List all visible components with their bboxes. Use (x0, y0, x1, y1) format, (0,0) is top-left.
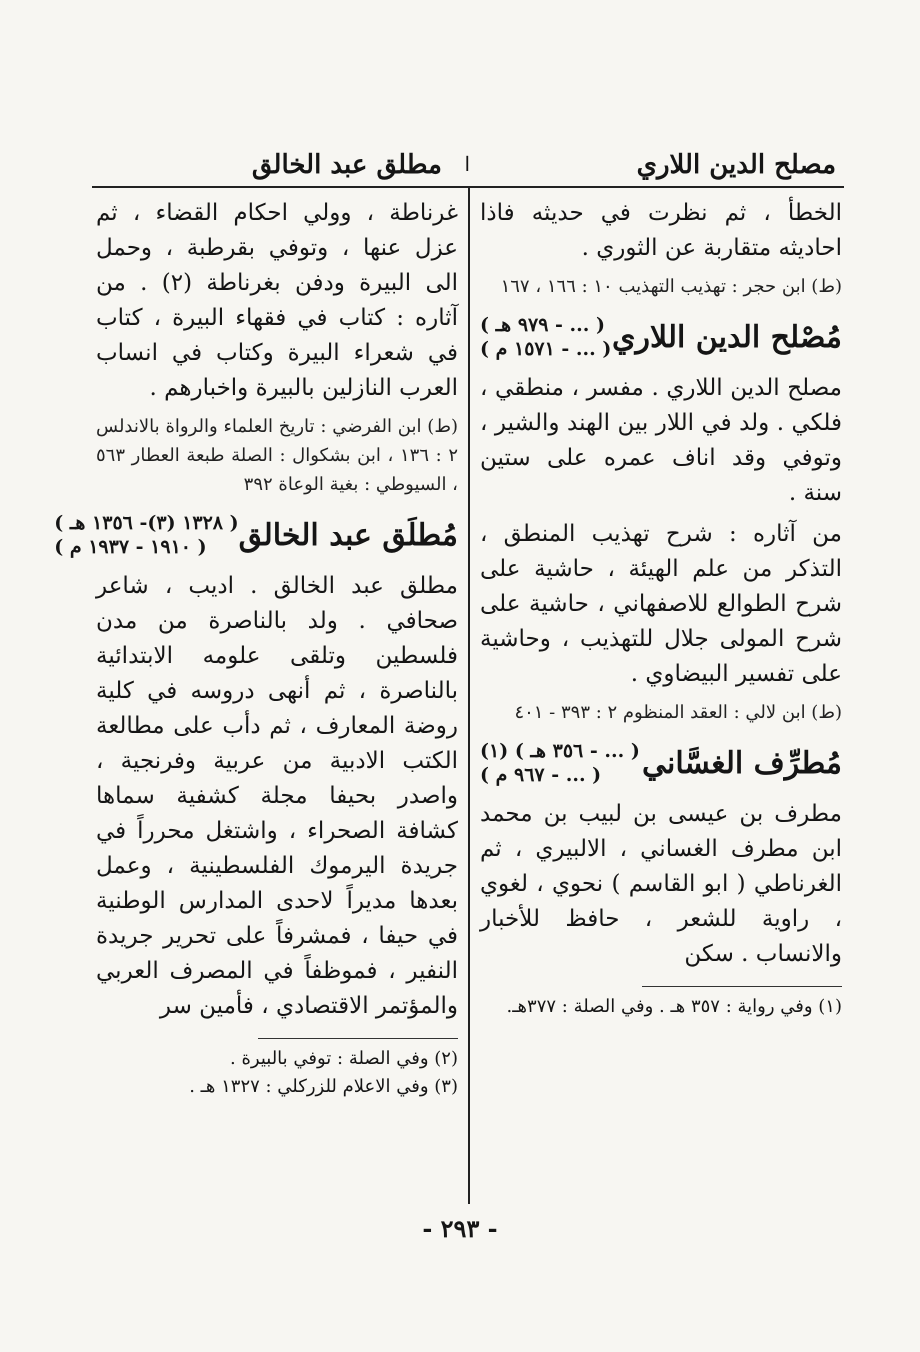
footnote-rule (258, 1038, 458, 1039)
entry-dates-hijri: ( ... - ٩٧٩ هـ ) (480, 314, 606, 336)
entry-dates (480, 313, 611, 361)
reference: (ط) ابن حجر : تهذيب التهذيب ١٠ : ١٦٦ ، ١٦٧ (500, 276, 842, 297)
header-right-title: مصلح الدين اللاري (636, 150, 836, 180)
footnote: (٢) وفي الصلة : توفي بالبيرة . (230, 1048, 458, 1069)
running-header (88, 150, 848, 188)
paragraph: الخطأ ، ثم نظرت في حديثه فاذا احاديثه متقاربة عن الثوري . (480, 200, 842, 261)
entry-name: مُطرِّف الغسَّاني (642, 745, 842, 781)
paragraph: مطرف بن عيسى بن لبيب بن محمد ابن مطرف الغساني ، الالبيري ، ثم الغرناطي ( ابو القاسم ) نحوي ، لغوي ، راوية للشعر ، حافظ للأخبار والانساب . سكن (480, 801, 842, 967)
footnote-rule (642, 986, 842, 987)
left-column (54, 196, 459, 1101)
entry-dates-gregorian: ( ... - ٩٦٧ م ) (480, 764, 602, 786)
reference: (ط) ابن الفرضي : تاريخ العلماء والرواة بالاندلس ٢ : ١٣٦ ، ابن بشكوال : الصلة طبعة العطار ٥٦٣ ، السيوطي : بغية الوعاة ٣٩٢ (96, 416, 459, 495)
entry-dates (54, 511, 238, 559)
entry-dates-hijri: ( ١٣٢٨ (٣)- ١٣٥٦ هـ ) (54, 512, 239, 534)
entry-name: مُصْلح الدين اللاري (611, 319, 842, 355)
right-column (480, 196, 842, 1021)
entry-dates-gregorian: ( ... - ١٥٧١ م ) (480, 338, 612, 360)
paragraph: غرناطة ، وولي احكام القضاء ، ثم عزل عنها ، وتوفي بقرطبة ، وحمل الى البيرة ودفن بغرناطة (٢) . من آثاره : كتاب في فقهاء البيرة ، كتاب في شعراء البيرة وكتاب في انساب العرب النازلين بالبيرة واخبارهم . (96, 200, 459, 401)
footnote: (١) وفي رواية : ٣٥٧ هـ . وفي الصلة : ٣٧٧هـ. (506, 996, 842, 1017)
entry-heading (54, 511, 458, 559)
entry-dates (480, 739, 640, 787)
paragraph: من آثاره : شرح تهذيب المنطق ، التذكر من علم الهيئة ، حاشية على شرح الطوالع للاصفهاني ، حاشية على شرح المولى جلال للتهذيب ، وحاشية على تفسير البيضاوي . (480, 521, 842, 687)
reference: (ط) ابن لالي : العقد المنظوم ٢ : ٣٩٣ - ٤٠١ (514, 702, 842, 723)
page-number: - ٢٩٣ - (422, 1214, 498, 1243)
paragraph: مطلق عبد الخالق . اديب ، شاعر صحافي . ولد بالناصرة من مدن فلسطين وتلقى علومه الابتدائية بالناصرة ، ثم أنهى دروسه في كلية روضة المعارف ، ثم دأب على مطالعة الكتب الادبية من عربية وفرنجية ، واصدر بحيفا مجلة كشفية سماها كشافة الصحراء ، واشتغل محرراً في جريدة اليرموك الفلسطينية ، وعمل بعدها مديراً لاحدى المدارس الوطنية في حيفا ، فمشرفاً على تحرير جريدة النفير ، فموظفاً في المصرف العربي والمؤتمر الاقتصادي ، فأمين سر (96, 573, 458, 1019)
entry-dates-gregorian: ( ١٩١٠ - ١٩٣٧ م ) (54, 536, 207, 558)
header-left-title: مطلق عبد الخالق (251, 150, 442, 180)
header-mark: ا (464, 152, 470, 176)
entry-heading (480, 313, 842, 361)
entry-name: مُطلَق عبد الخالق (238, 517, 458, 553)
column-divider (468, 186, 470, 1204)
entry-heading (480, 739, 842, 787)
entry-dates-hijri: ( ... - ٣٥٦ هـ ) (١) (480, 740, 640, 762)
footnote: (٣) وفي الاعلام للزركلي : ١٣٢٧ هـ . (189, 1076, 458, 1097)
paragraph: مصلح الدين اللاري . مفسر ، منطقي ، فلكي . ولد في اللار بين الهند والشير ، وتوفي وقد اناف عمره على ستين سنة . (480, 375, 842, 506)
